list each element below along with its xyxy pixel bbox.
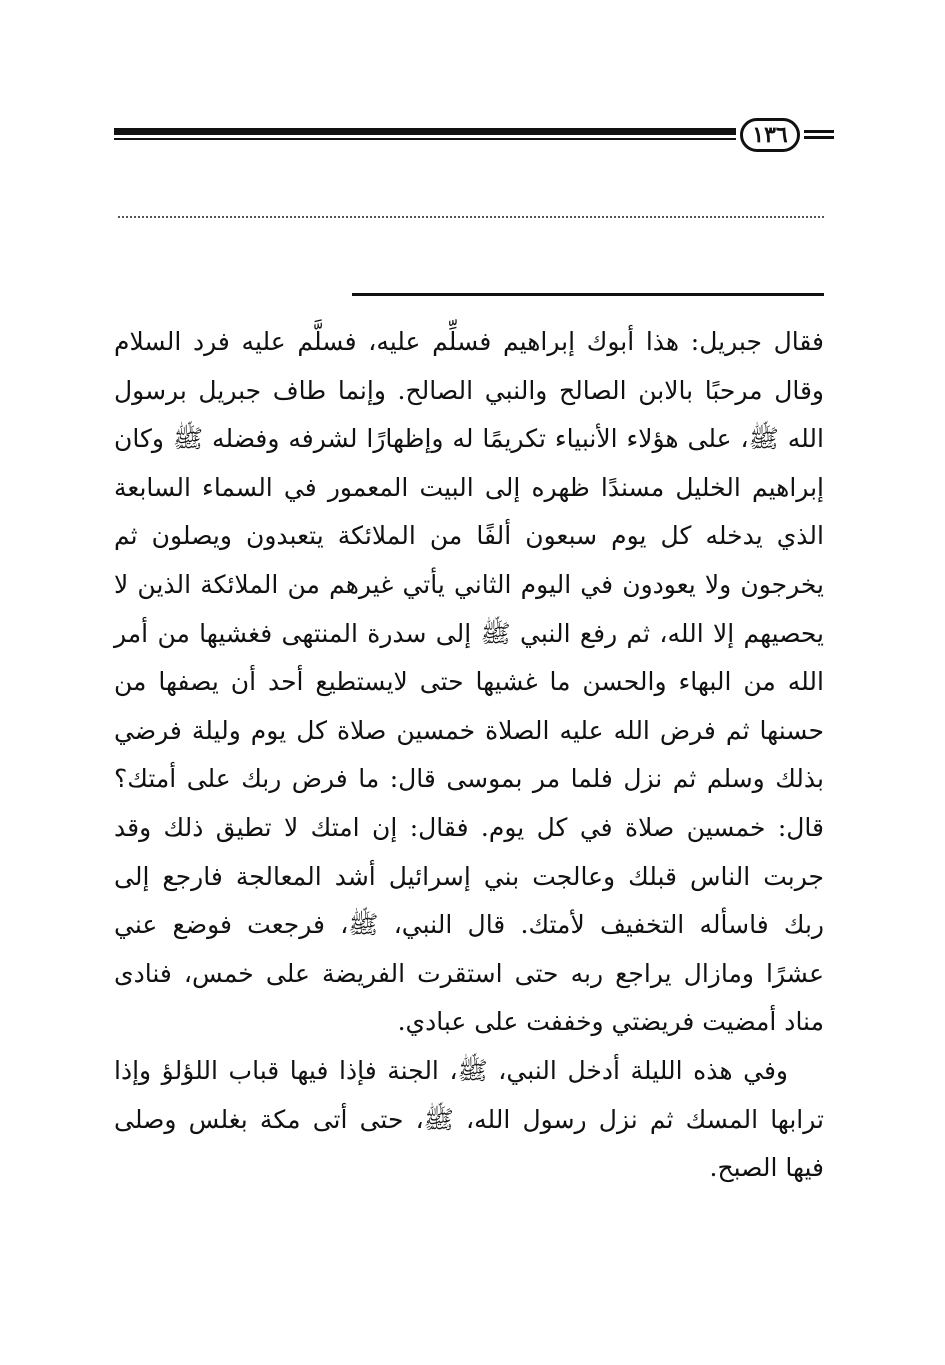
body-text	[114, 318, 824, 1193]
header-thick-line	[114, 128, 736, 135]
section-rule	[352, 293, 824, 296]
header-tail-line-top	[804, 130, 834, 133]
header-tail-line-bottom	[804, 136, 834, 139]
header-thin-line	[114, 138, 736, 140]
page-number: ١٣٦	[740, 118, 800, 152]
header-double-rule	[114, 128, 736, 140]
header-rule-tail	[804, 130, 834, 139]
paragraph-2: وفي هذه الليلة أدخل النبي، ﷺ، الجنة فإذا فيها قباب اللؤلؤ وإذا ترابها المسك ثم نزل رسول الله، ﷺ، حتى أتى مكة بغلس وصلى فيها الصبح.	[114, 1055, 824, 1183]
paragraph-1: فقال جبريل: هذا أبوك إبراهيم فسلِّم عليه، فسلَّم عليه فرد السلام وقال مرحبًا بالابن الصالح والنبي الصالح. وإنما طاف جبريل برسول الله ﷺ، على هؤلاء الأنبياء تكريمًا له وإظهارًا لشرفه وفضله ﷺ وكان إبراهيم الخليل مسندًا ظهره إلى البيت المعمور في السماء السابعة الذي يدخله كل يوم سبعون ألفًا من الملائكة يتعبدون ويصلون ثم يخرجون ولا يعودون في اليوم الثاني يأتي غيرهم من الملائكة الذين لا يحصيهم إلا الله، ثم رفع النبي ﷺ إلى سدرة المنتهى فغشيها من أمر الله من البهاء والحسن ما غشيها حتى لايستطيع أحد أن يصفها من حسنها ثم فرض الله عليه الصلاة خمسين صلاة كل يوم وليلة فرضي بذلك وسلم ثم نزل فلما مر بموسى قال: ما فرض ربك على أمتك؟ قال: خمسين صلاة في كل يوم. فقال: إن امتك لا تطيق ذلك وقد جربت الناس قبلك وعالجت بني إسرائيل أشد المعالجة فارجع إلى ربك فاسأله التخفيف لأمتك. قال النبي، ﷺ، فرجعت فوضع عني عشرًا ومازال يراجع ربه حتى استقرت الفريضة على خمس، فنادى مناد أمضيت فريضتي وخففت على عبادي.	[114, 327, 824, 1037]
page-header	[114, 116, 824, 156]
dotted-separator	[118, 216, 824, 218]
